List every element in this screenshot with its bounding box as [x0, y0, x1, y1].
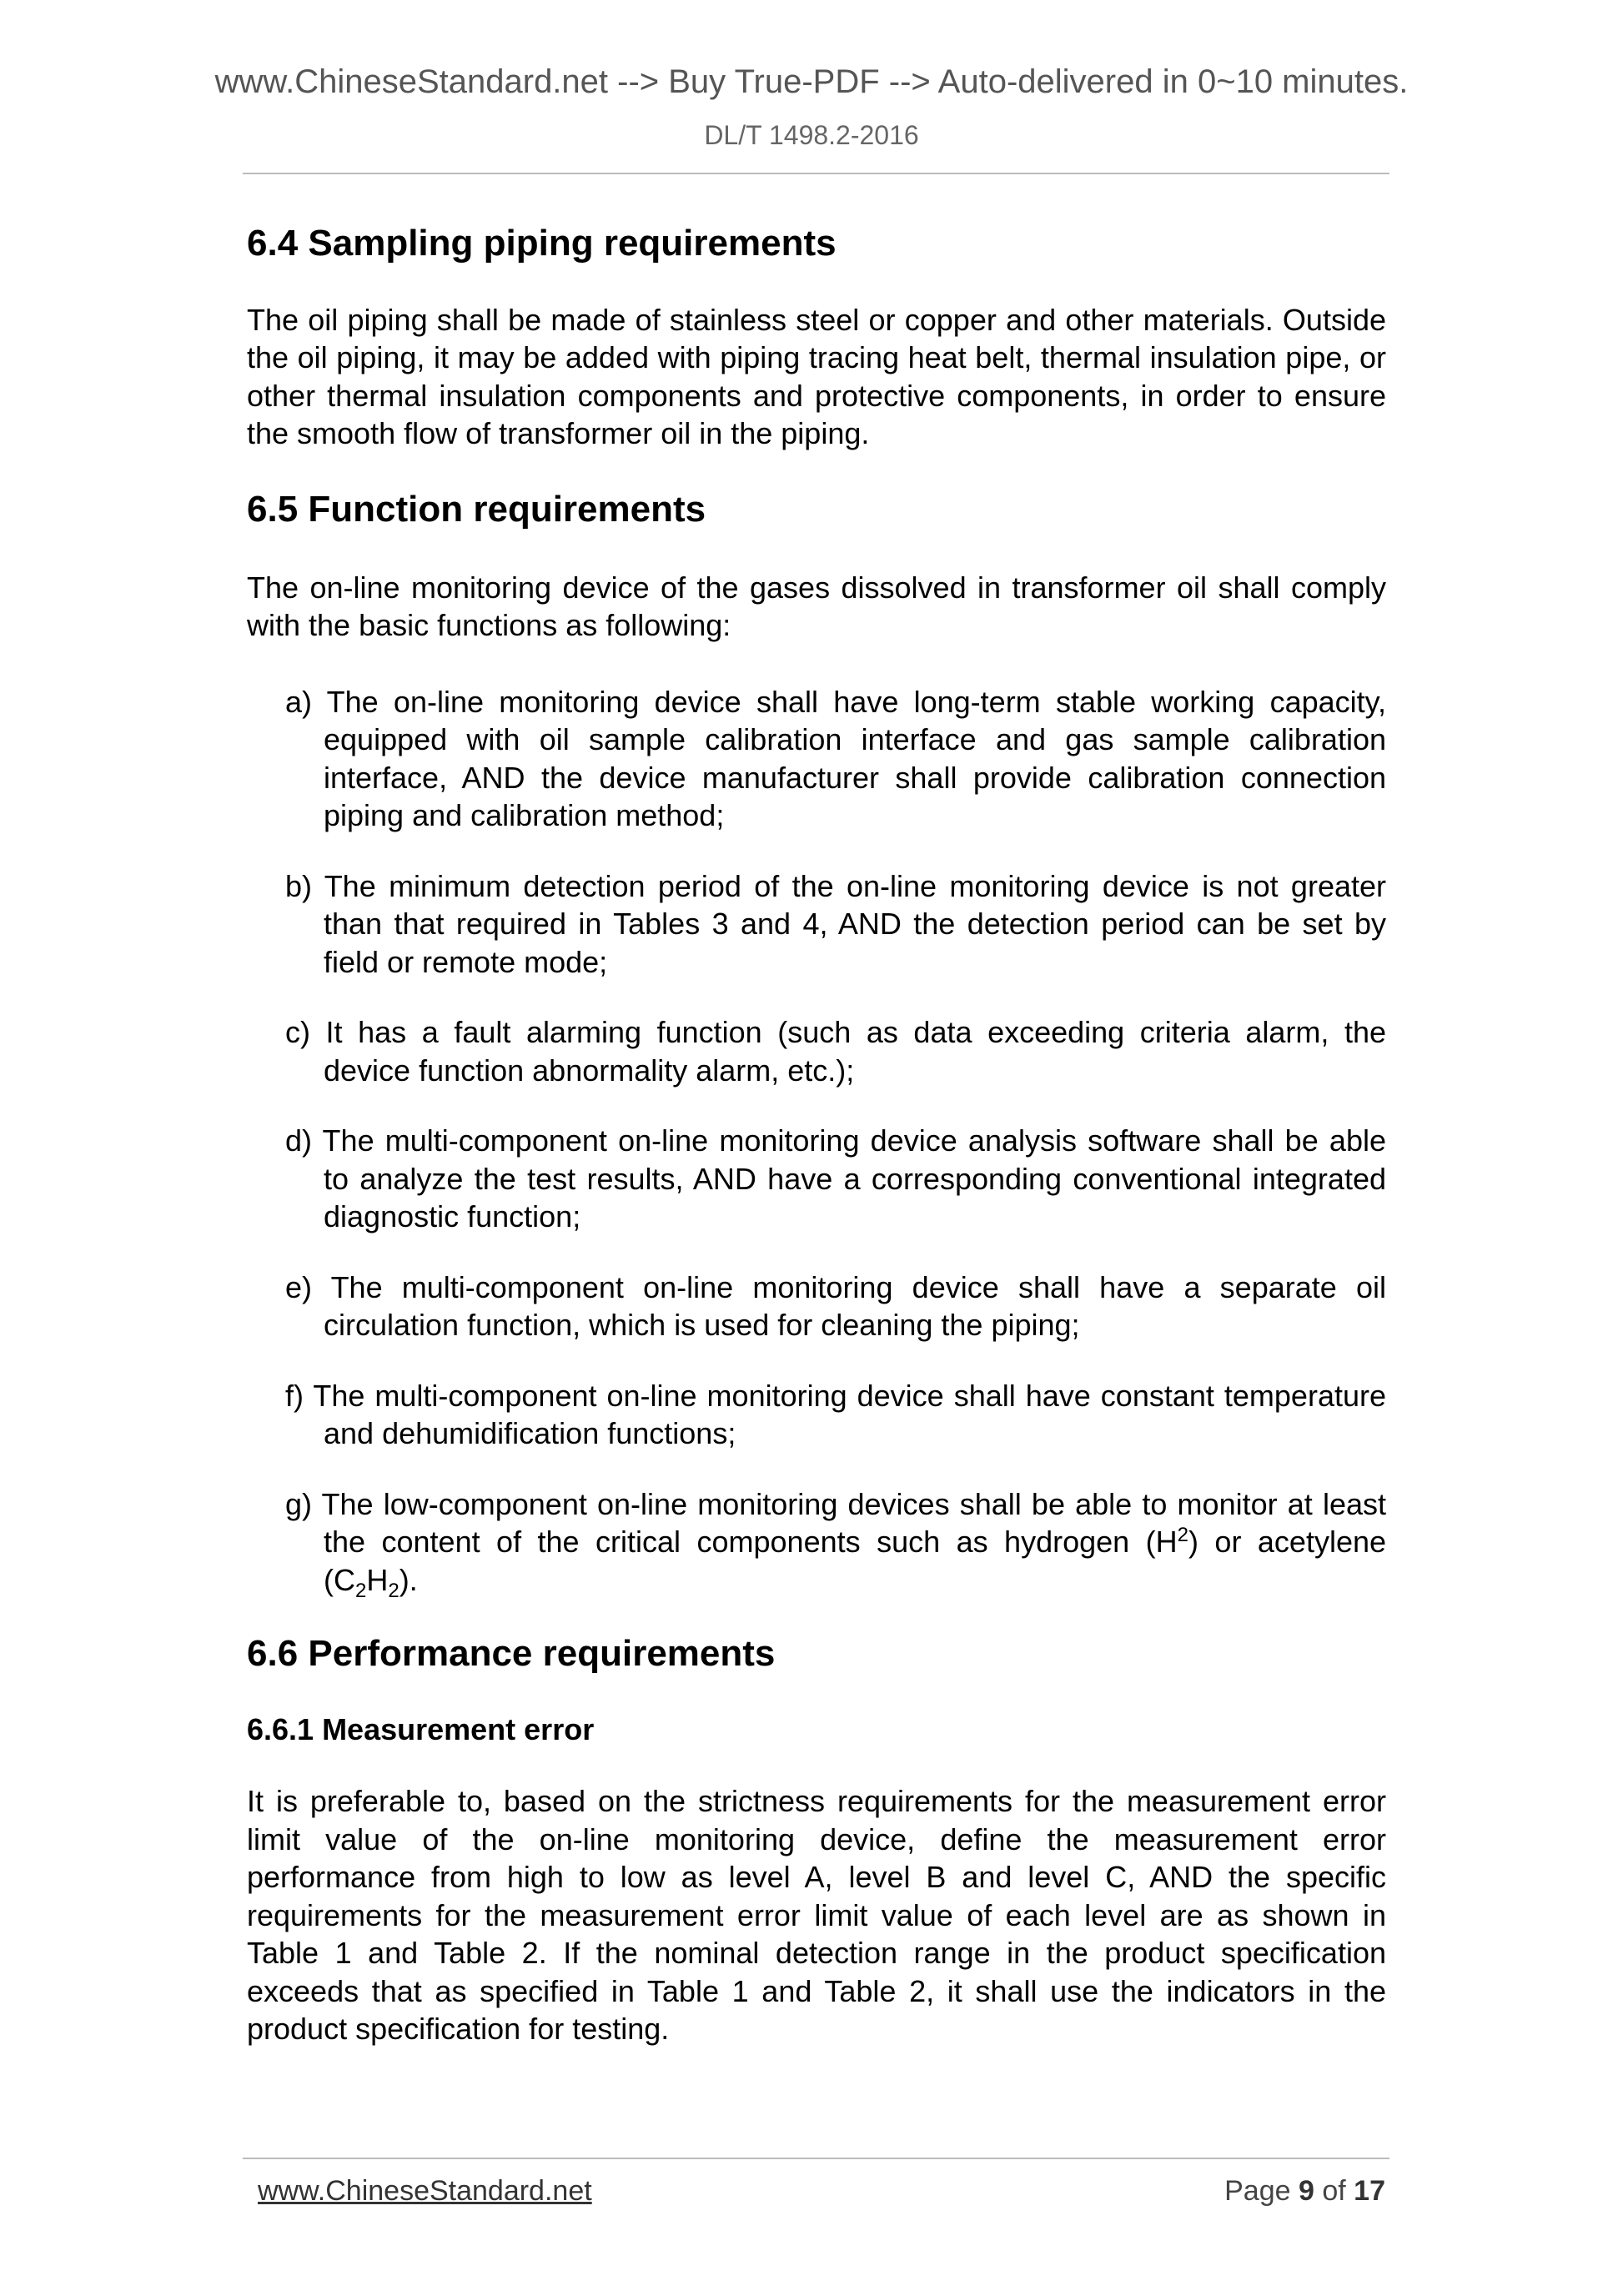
item-g-h-sub: 2 — [388, 1579, 399, 1602]
page-current: 9 — [1298, 2175, 1314, 2207]
item-g-c-sub: 2 — [355, 1579, 367, 1602]
section-6-5-heading: 6.5 Function requirements — [247, 488, 706, 530]
footer-divider — [243, 2158, 1389, 2159]
item-g-h-sup: 2 — [1177, 1524, 1188, 1547]
standard-id: DL/T 1498.2-2016 — [704, 120, 919, 150]
list-item-g — [247, 1485, 1386, 1600]
item-g-text-middle: ) or acetylene (C — [324, 1525, 1387, 1597]
item-g-text-after: ). — [399, 1562, 418, 1597]
list-item-c: c) It has a fault alarming function (such as data exceeding criteria alarm, the device function abnormality alarm, etc.); — [285, 1015, 1386, 1088]
page-total: 17 — [1354, 2175, 1385, 2207]
section-6-4-heading: 6.4 Sampling piping requirements — [247, 223, 837, 264]
header-banner: www.ChineseStandard.net --> Buy True-PDF --> Auto-delivered in 0~10 minutes. — [214, 63, 1409, 100]
page-number — [1224, 2177, 1385, 2205]
list-item-a: a) The on-line monitoring device shall have long-term stable working capacity, equipped with oil sample calibration interface and gas sample calibration interface, AND the device manufacturer shall provide calibration connection piping and calibration method; — [285, 684, 1386, 833]
footer-site-link[interactable]: www.ChineseStandard.net — [258, 2175, 592, 2207]
page-of: of — [1322, 2175, 1346, 2207]
section-6-5-intro: The on-line monitoring device of the gases dissolved in transformer oil shall comply with the basic functions as following: — [247, 570, 1386, 643]
header-divider — [243, 173, 1389, 174]
list-item-d: d) The multi-component on-line monitoring device analysis software shall be able to analyze the test results, AND have a corresponding conventional integrated diagnostic function; — [285, 1123, 1386, 1234]
section-6-6-1-heading: 6.6.1 Measurement error — [247, 1711, 595, 1746]
item-g-text-before: g) The low-component on-line monitoring devices shall be able to monitor at least the content of the critical components such as hydrogen (H — [285, 1486, 1386, 1560]
function-requirements-list — [247, 683, 1386, 1600]
section-6-6-1-body: It is preferable to, based on the strictness requirements for the measurement error limit value of the on-line monitoring device, define the measurement error performance from high to low as level A, level B and level C, AND the specific requirements for the measurement error limit value of each level are as shown in Table 1 and Table 2. If the nominal detection range in the product specification exceeds that as specified in Table 1 and Table 2, it shall use the indicators in the product specification for testing. — [247, 1784, 1386, 2047]
section-6-6-heading: 6.6 Performance requirements — [247, 1633, 776, 1675]
page-content — [247, 222, 1386, 2048]
list-item-e: e) The multi-component on-line monitoring device shall have a separate oil circulation function, which is used for cleaning the piping; — [285, 1269, 1386, 1343]
list-item-b: b) The minimum detection period of the on-line monitoring device is not greater than that required in Tables 3 and 4, AND the detection period can be set by field or remote mode; — [285, 868, 1386, 979]
list-item-f: f) The multi-component on-line monitoring device shall have constant temperature and dehumidification functions; — [285, 1378, 1386, 1451]
page-label: Page — [1224, 2175, 1291, 2207]
item-g-h-letter: H — [366, 1562, 389, 1597]
section-6-4-body: The oil piping shall be made of stainless steel or copper and other materials. Outside the oil piping, it may be added with piping tracing heat belt, thermal insulation pipe, or other thermal insulation components and protective components, in order to ensure the smooth flow of transformer oil in the piping. — [247, 302, 1386, 451]
